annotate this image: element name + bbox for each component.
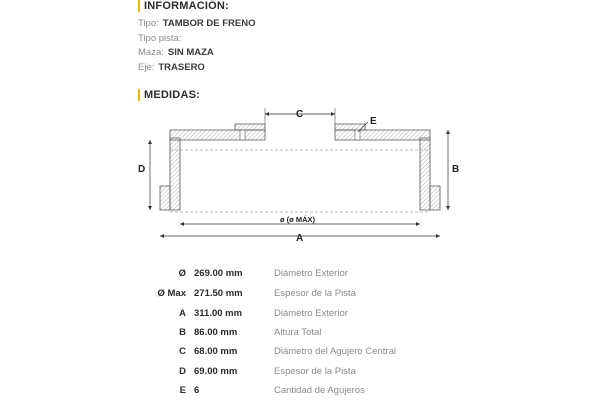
info-row-eje	[138, 61, 256, 76]
info-value: TRASERO	[158, 61, 205, 73]
brake-drum-diagram	[130, 100, 470, 250]
drum-section	[160, 124, 440, 212]
dimension-description: Diámetro Exterior	[274, 308, 348, 319]
dimension-value: 271.50 mm	[194, 288, 243, 299]
info-key: Maza:	[138, 47, 164, 58]
dimension-description: Espesor de la Pista	[274, 288, 356, 299]
info-key: Tipo:	[138, 18, 159, 29]
dimension-symbol: D	[179, 366, 186, 377]
label-b: B	[452, 164, 460, 175]
label-diameter: ø (ø MÁX)	[280, 215, 315, 224]
dimension-description: Cantidad de Agujeros	[274, 385, 365, 396]
dimension-symbol: E	[179, 385, 186, 396]
dimension-value: 6	[194, 385, 200, 396]
dimension-symbol: Ø	[178, 268, 186, 279]
dimension-symbol: C	[179, 346, 186, 357]
dimension-d	[138, 140, 152, 210]
dimension-description: Altura Total	[274, 327, 322, 338]
info-key: Tipo pista:	[138, 32, 182, 44]
informacion-heading	[138, 0, 229, 12]
info-row-tipo	[138, 17, 256, 32]
accent-bar	[138, 0, 140, 12]
dimension-symbol: Ø Max	[157, 288, 186, 299]
dimension-row	[138, 288, 458, 306]
dimension-symbol: B	[179, 327, 186, 338]
dimension-value: 86.00 mm	[194, 327, 238, 338]
label-a: A	[296, 233, 304, 244]
dimension-b	[446, 130, 459, 210]
dimension-symbol: A	[179, 308, 186, 319]
dimension-row	[138, 327, 458, 345]
dimension-a	[160, 233, 440, 244]
info-value: TAMBOR DE FRENO	[162, 18, 256, 29]
info-row-maza	[138, 46, 256, 61]
info-value: SIN MAZA	[167, 47, 214, 58]
info-row-tipo-pista	[138, 32, 256, 47]
dimension-value: 68.00 mm	[194, 346, 238, 357]
dimension-description: Espesor de la Pista	[274, 366, 356, 377]
dimension-row	[138, 385, 458, 403]
dimension-value: 69.00 mm	[194, 366, 238, 377]
info-key: Eje:	[138, 61, 155, 73]
label-c: C	[296, 109, 304, 120]
dimension-c	[265, 108, 335, 124]
dimension-value: 269.00 mm	[194, 268, 243, 279]
medidas-title: MEDIDAS:	[144, 89, 200, 101]
dimension-diameter	[180, 215, 420, 226]
label-d: D	[138, 164, 146, 175]
dimension-value: 311.00 mm	[194, 308, 243, 319]
dimension-description: Diámetro del Agujero Central	[274, 346, 396, 357]
dimension-description: Diámetro Exterior	[274, 268, 348, 279]
informacion-title: INFORMACIÓN:	[144, 0, 229, 12]
dimension-row	[138, 366, 458, 384]
informacion-list	[138, 17, 256, 75]
dimension-row	[138, 268, 458, 286]
dimension-row	[138, 346, 458, 364]
dimension-row	[138, 308, 458, 326]
label-e: E	[370, 116, 377, 127]
